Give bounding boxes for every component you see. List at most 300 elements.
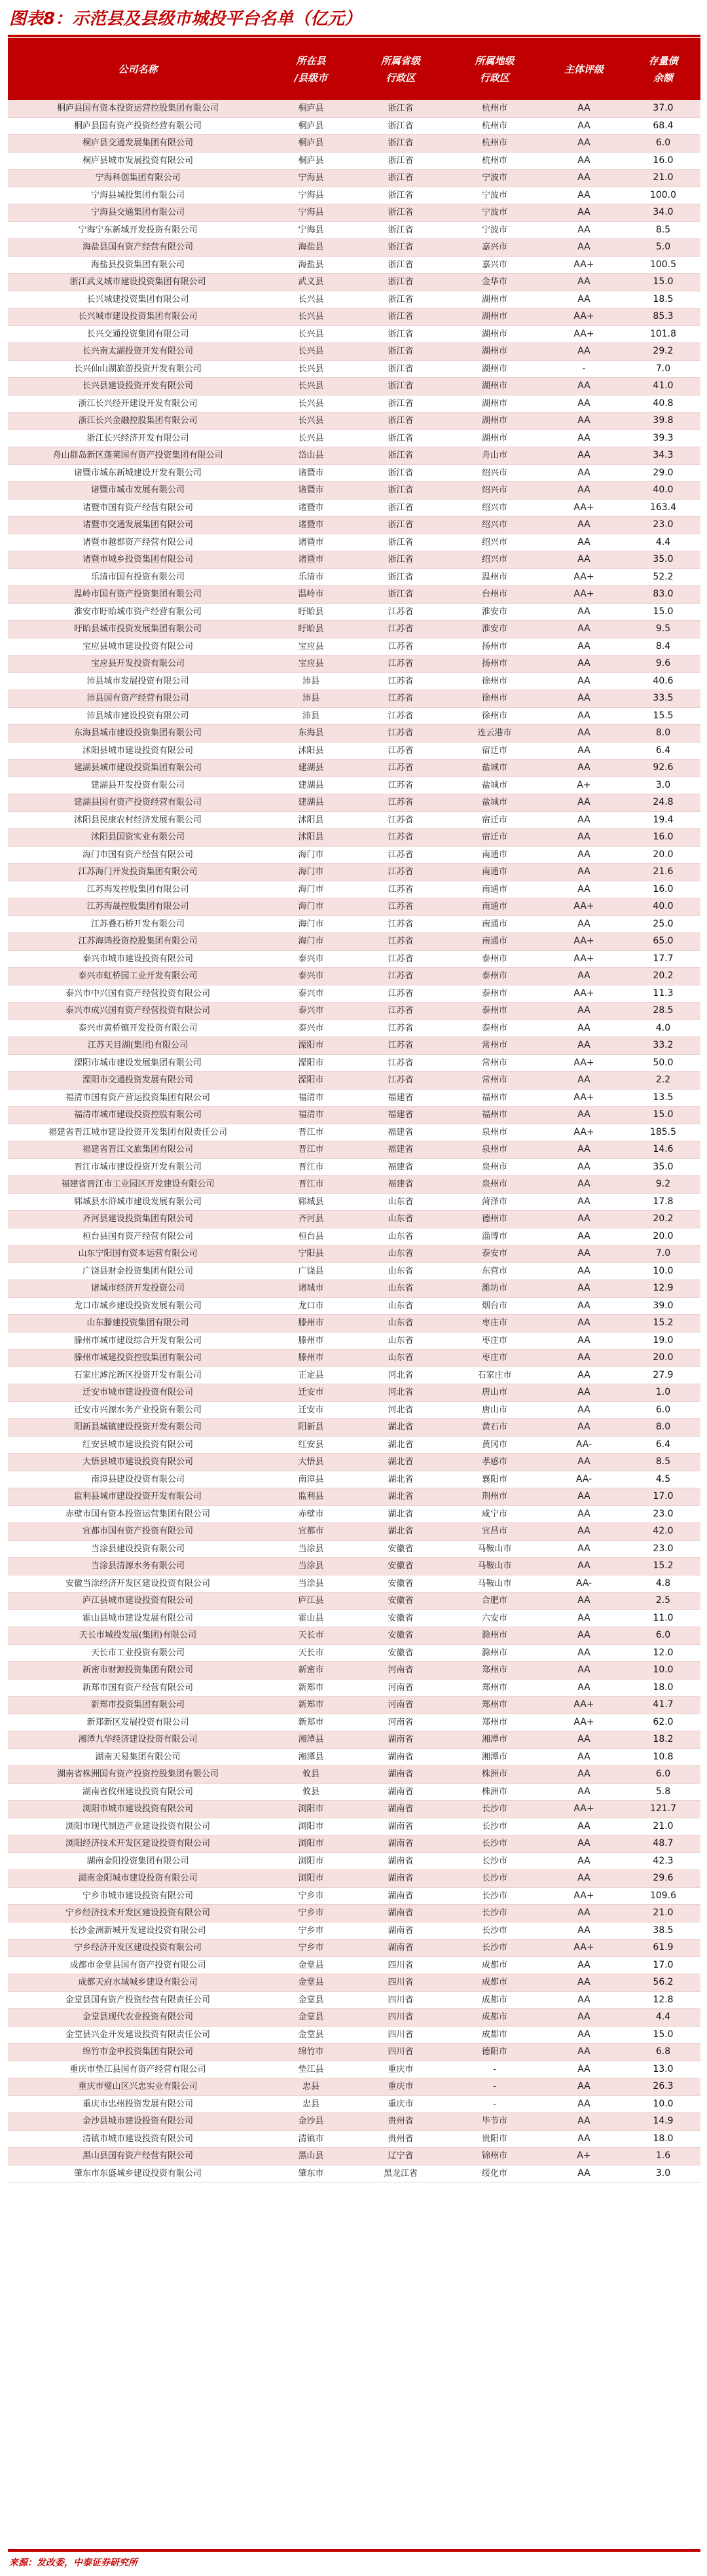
cell-prefecture: 长沙市 xyxy=(447,1835,542,1853)
cell-prefecture: 杭州市 xyxy=(447,135,542,153)
table-row xyxy=(8,482,700,500)
cell-company: 成都市金堂县国有资产投资有限公司 xyxy=(8,1957,268,1974)
cell-county: 黑山县 xyxy=(268,2148,354,2165)
cell-county: 沛县 xyxy=(268,690,354,708)
cell-company: 乐清市国有投资有限公司 xyxy=(8,568,268,586)
table-row xyxy=(8,968,700,985)
table-row xyxy=(8,1748,700,1766)
cell-company: 沛县国有资产经营有限公司 xyxy=(8,690,268,708)
cell-company: 诸暨市交通发展集团有限公司 xyxy=(8,517,268,534)
cell-province: 浙江省 xyxy=(354,325,447,343)
table-row xyxy=(8,187,700,204)
cell-prefecture: 荆州市 xyxy=(447,1488,542,1506)
cell-rating: AA xyxy=(542,413,626,430)
cell-county: 诸暨市 xyxy=(268,551,354,569)
cell-rating: AA xyxy=(542,2113,626,2131)
cell-company: 浙江长兴经济开发有限公司 xyxy=(8,430,268,447)
cell-province: 江苏省 xyxy=(354,707,447,725)
cell-company: 诸暨市城东新城建设开发有限公司 xyxy=(8,464,268,482)
cell-county: 新郑市 xyxy=(268,1714,354,1731)
table-row xyxy=(8,1887,700,1905)
cell-prefecture: 南通市 xyxy=(447,846,542,864)
cell-rating: AA xyxy=(542,1107,626,1124)
cell-county: 海盐县 xyxy=(268,239,354,257)
cell-prefecture: 绍兴市 xyxy=(447,499,542,517)
cell-rating: AA xyxy=(542,1505,626,1523)
cell-amt: 33.5 xyxy=(626,690,700,708)
cell-prefecture: 黄石市 xyxy=(447,1419,542,1437)
table-row xyxy=(8,794,700,812)
cell-rating: AA+ xyxy=(542,1887,626,1905)
cell-province: 湖南省 xyxy=(354,1835,447,1853)
cell-province: 江苏省 xyxy=(354,881,447,898)
cell-county: 大悟县 xyxy=(268,1454,354,1471)
table-row xyxy=(8,499,700,517)
cell-company: 新郑市投资集团有限公司 xyxy=(8,1697,268,1714)
cell-rating: AA xyxy=(542,725,626,743)
cell-prefecture: 马鞍山市 xyxy=(447,1558,542,1575)
cell-rating: AA xyxy=(542,239,626,257)
cell-amt: 4.5 xyxy=(626,1471,700,1488)
cell-county: 迁安市 xyxy=(268,1401,354,1419)
cell-prefecture: 东营市 xyxy=(447,1262,542,1280)
cell-amt: 100.0 xyxy=(626,187,700,204)
cell-prefecture: 扬州市 xyxy=(447,638,542,655)
cell-county: 泰兴市 xyxy=(268,950,354,968)
cell-county: 浏阳市 xyxy=(268,1835,354,1853)
table-row xyxy=(8,135,700,153)
cell-prefecture: - xyxy=(447,2095,542,2113)
header-rating: 主体评级 xyxy=(564,63,604,75)
cell-county: 宁海县 xyxy=(268,187,354,204)
cell-province: 福建省 xyxy=(354,1158,447,1176)
cell-prefecture: 马鞍山市 xyxy=(447,1575,542,1592)
cell-company: 湖南金阳投资集团有限公司 xyxy=(8,1852,268,1870)
cell-prefecture: 滁州市 xyxy=(447,1644,542,1662)
cell-prefecture: 宿迁市 xyxy=(447,811,542,829)
cell-amt: 10.0 xyxy=(626,1262,700,1280)
cell-county: 沭阳县 xyxy=(268,811,354,829)
cell-company: 龙口市城乡建设投资发展有限公司 xyxy=(8,1297,268,1315)
table-row xyxy=(8,621,700,638)
cell-company: 金堂县兴金开发建设投资有限责任公司 xyxy=(8,2026,268,2044)
table-row xyxy=(8,725,700,743)
cell-prefecture: 徐州市 xyxy=(447,672,542,690)
cell-amt: 48.7 xyxy=(626,1835,700,1853)
cell-county: 福清市 xyxy=(268,1089,354,1107)
cell-rating: AA+ xyxy=(542,950,626,968)
cell-amt: 15.2 xyxy=(626,1558,700,1575)
cell-province: 江苏省 xyxy=(354,915,447,933)
cell-province: 湖南省 xyxy=(354,1870,447,1888)
cell-amt: 2.5 xyxy=(626,1592,700,1610)
cell-county: 泰兴市 xyxy=(268,1003,354,1020)
cell-amt: 23.0 xyxy=(626,1540,700,1558)
cell-prefecture: - xyxy=(447,2061,542,2078)
cell-province: 湖南省 xyxy=(354,1801,447,1818)
cell-province: 河南省 xyxy=(354,1714,447,1731)
table-row xyxy=(8,1835,700,1853)
cell-company: 桐庐县交通发展集团有限公司 xyxy=(8,135,268,153)
cell-company: 浏阳市现代制造产业建设投资有限公司 xyxy=(8,1818,268,1835)
cell-amt: 39.8 xyxy=(626,413,700,430)
cell-amt: 14.6 xyxy=(626,1141,700,1159)
cell-county: 正定县 xyxy=(268,1367,354,1384)
cell-prefecture: 宿迁市 xyxy=(447,829,542,847)
cell-county: 宜都市 xyxy=(268,1523,354,1541)
cell-province: 浙江省 xyxy=(354,135,447,153)
cell-prefecture: 嘉兴市 xyxy=(447,256,542,274)
table-row xyxy=(8,638,700,655)
cell-province: 江苏省 xyxy=(354,638,447,655)
table-row xyxy=(8,2009,700,2027)
cell-amt: 3.0 xyxy=(626,2165,700,2182)
cell-amt: 101.8 xyxy=(626,325,700,343)
cell-county: 攸县 xyxy=(268,1783,354,1801)
cell-prefecture: 六安市 xyxy=(447,1610,542,1627)
cell-province: 浙江省 xyxy=(354,152,447,170)
cell-rating: AA xyxy=(542,1176,626,1194)
cell-amt: 62.0 xyxy=(626,1714,700,1731)
table-row xyxy=(8,915,700,933)
table-row xyxy=(8,221,700,239)
cell-rating: AA+ xyxy=(542,499,626,517)
cell-province: 江苏省 xyxy=(354,690,447,708)
cell-province: 山东省 xyxy=(354,1193,447,1211)
cell-company: 郓城县水浒城市建设发展有限公司 xyxy=(8,1193,268,1211)
cell-county: 湘潭县 xyxy=(268,1731,354,1749)
cell-rating: AA xyxy=(542,707,626,725)
table-row xyxy=(8,1505,700,1523)
table-row xyxy=(8,1558,700,1575)
cell-company: 诸暨市城市发展有限公司 xyxy=(8,482,268,500)
cell-county: 桐庐县 xyxy=(268,117,354,135)
cell-amt: 27.9 xyxy=(626,1367,700,1384)
cell-company: 诸暨市国有资产经营有限公司 xyxy=(8,499,268,517)
cell-prefecture: 马鞍山市 xyxy=(447,1540,542,1558)
cell-prefecture: 南通市 xyxy=(447,864,542,881)
table-row xyxy=(8,950,700,968)
table-row xyxy=(8,1644,700,1662)
table-row xyxy=(8,1731,700,1749)
cell-county: 溧阳市 xyxy=(268,1072,354,1090)
cell-province: 安徽省 xyxy=(354,1540,447,1558)
cell-province: 福建省 xyxy=(354,1107,447,1124)
table-row xyxy=(8,586,700,604)
cell-county: 桓台县 xyxy=(268,1228,354,1245)
table-row xyxy=(8,534,700,551)
cell-province: 浙江省 xyxy=(354,239,447,257)
cell-province: 福建省 xyxy=(354,1124,447,1141)
cell-province: 山东省 xyxy=(354,1315,447,1333)
cell-prefecture: 杭州市 xyxy=(447,100,542,117)
cell-amt: 11.3 xyxy=(626,985,700,1003)
table-row xyxy=(8,1905,700,1923)
cell-county: 浏阳市 xyxy=(268,1818,354,1835)
cell-rating: AA xyxy=(542,2026,626,2044)
cell-company: 山东宁阳国有资本运营有限公司 xyxy=(8,1245,268,1263)
cell-rating: AA xyxy=(542,1384,626,1402)
cell-county: 长兴县 xyxy=(268,360,354,378)
cell-company: 阳新县城镇建设投资开发有限公司 xyxy=(8,1419,268,1437)
cell-amt: 29.2 xyxy=(626,343,700,361)
table-row xyxy=(8,1245,700,1263)
cell-rating: AA xyxy=(542,2130,626,2148)
cell-province: 湖北省 xyxy=(354,1488,447,1506)
cell-prefecture: 嘉兴市 xyxy=(447,239,542,257)
cell-prefecture: 郑州市 xyxy=(447,1679,542,1697)
cell-rating: AA+ xyxy=(542,325,626,343)
cell-county: 宝应县 xyxy=(268,655,354,673)
cell-rating: AA xyxy=(542,638,626,655)
cell-province: 河北省 xyxy=(354,1401,447,1419)
cell-county: 宝应县 xyxy=(268,638,354,655)
cell-county: 滕州市 xyxy=(268,1315,354,1333)
cell-prefecture: 绍兴市 xyxy=(447,464,542,482)
cell-county: 海门市 xyxy=(268,915,354,933)
table-row xyxy=(8,517,700,534)
cell-county: 宁海县 xyxy=(268,221,354,239)
table-row xyxy=(8,1054,700,1072)
cell-rating: A+ xyxy=(542,2148,626,2165)
cell-amt: 6.8 xyxy=(626,2044,700,2061)
cell-rating: AA xyxy=(542,1401,626,1419)
cell-county: 浏阳市 xyxy=(268,1801,354,1818)
cell-rating: AA xyxy=(542,1262,626,1280)
table-row xyxy=(8,343,700,361)
cell-company: 长兴交通投资集团有限公司 xyxy=(8,325,268,343)
table-row xyxy=(8,1262,700,1280)
cell-amt: 23.0 xyxy=(626,517,700,534)
cell-company: 江苏天目湖(集团)有限公司 xyxy=(8,1037,268,1055)
cell-rating: AA xyxy=(542,1835,626,1853)
cell-company: 当涂县建设投资有限公司 xyxy=(8,1540,268,1558)
cell-prefecture: 绍兴市 xyxy=(447,517,542,534)
cell-rating: AA xyxy=(542,378,626,396)
cell-rating: AA xyxy=(542,395,626,413)
cell-county: 浏阳市 xyxy=(268,1852,354,1870)
cell-rating: AA xyxy=(542,2061,626,2078)
cell-company: 山东滕建投资集团有限公司 xyxy=(8,1315,268,1333)
cell-company: 绵竹市金申投资集团有限公司 xyxy=(8,2044,268,2061)
cell-prefecture: 菏泽市 xyxy=(447,1193,542,1211)
cell-county: 福清市 xyxy=(268,1107,354,1124)
cell-county: 岱山县 xyxy=(268,447,354,465)
cell-county: 诸暨市 xyxy=(268,534,354,551)
cell-province: 江苏省 xyxy=(354,985,447,1003)
cell-rating: AA xyxy=(542,447,626,465)
cell-county: 宁乡市 xyxy=(268,1905,354,1923)
cell-county: 建湖县 xyxy=(268,777,354,794)
cell-prefecture: 锦州市 xyxy=(447,2148,542,2165)
cell-rating: AA xyxy=(542,1367,626,1384)
cell-rating: AA+ xyxy=(542,1940,626,1957)
cell-amt: 10.0 xyxy=(626,2095,700,2113)
cell-county: 沭阳县 xyxy=(268,742,354,760)
cell-company: 滕州市城建投资控股集团有限公司 xyxy=(8,1350,268,1367)
table-row xyxy=(8,760,700,777)
cell-county: 东海县 xyxy=(268,725,354,743)
cell-province: 安徽省 xyxy=(354,1558,447,1575)
cell-amt: 40.8 xyxy=(626,395,700,413)
table-row xyxy=(8,2095,700,2113)
cell-amt: 11.0 xyxy=(626,1610,700,1627)
cell-province: 浙江省 xyxy=(354,204,447,222)
cell-company: 长沙金洲新城开发建设投资有限公司 xyxy=(8,1922,268,1940)
cell-prefecture: 杭州市 xyxy=(447,117,542,135)
table-row xyxy=(8,1974,700,1992)
cell-province: 浙江省 xyxy=(354,447,447,465)
cell-company: 石家庄滹沱新区投资开发有限公司 xyxy=(8,1367,268,1384)
cell-prefecture: 烟台市 xyxy=(447,1297,542,1315)
cell-rating: AA xyxy=(542,1852,626,1870)
cell-rating: AA xyxy=(542,1627,626,1645)
cell-company: 宁海县交通集团有限公司 xyxy=(8,204,268,222)
cell-company: 新郑市国有资产经营有限公司 xyxy=(8,1679,268,1697)
cell-rating: AA xyxy=(542,534,626,551)
cell-company: 天长市工业投资有限公司 xyxy=(8,1644,268,1662)
cell-company: 黑山县国有资产经营有限公司 xyxy=(8,2148,268,2165)
cell-amt: 4.4 xyxy=(626,2009,700,2027)
cell-rating: AA xyxy=(542,430,626,447)
cell-prefecture: 常州市 xyxy=(447,1037,542,1055)
cell-rating: AA xyxy=(542,1905,626,1923)
cell-company: 南漳县建设投资有限公司 xyxy=(8,1471,268,1488)
cell-province: 安徽省 xyxy=(354,1575,447,1592)
cell-company: 浙江长兴经开建设开发有限公司 xyxy=(8,395,268,413)
table-row xyxy=(8,707,700,725)
cell-province: 浙江省 xyxy=(354,586,447,604)
cell-amt: 39.3 xyxy=(626,430,700,447)
cell-province: 江苏省 xyxy=(354,1037,447,1055)
cell-rating: AA xyxy=(542,2044,626,2061)
cell-county: 忠县 xyxy=(268,2095,354,2113)
cell-amt: 29.6 xyxy=(626,1870,700,1888)
cell-company: 建湖县开发投资有限公司 xyxy=(8,777,268,794)
cell-company: 晋江市城市建设投资开发有限公司 xyxy=(8,1158,268,1176)
cell-county: 齐河县 xyxy=(268,1211,354,1228)
cell-rating: AA xyxy=(542,551,626,569)
cell-amt: 8.0 xyxy=(626,1419,700,1437)
cell-prefecture: 泰州市 xyxy=(447,968,542,985)
table-row xyxy=(8,1037,700,1055)
cell-county: 浏阳市 xyxy=(268,1870,354,1888)
table-row xyxy=(8,1003,700,1020)
cell-rating: AA xyxy=(542,1974,626,1992)
cell-rating: AA+ xyxy=(542,568,626,586)
cell-company: 长兴城建投资集团有限公司 xyxy=(8,291,268,308)
cell-county: 建湖县 xyxy=(268,794,354,812)
cell-amt: 85.3 xyxy=(626,308,700,326)
cell-province: 山东省 xyxy=(354,1332,447,1350)
cell-county: 广饶县 xyxy=(268,1262,354,1280)
table-row xyxy=(8,1714,700,1731)
cell-company: 诸暨市越都资产经营有限公司 xyxy=(8,534,268,551)
cell-prefecture: 南通市 xyxy=(447,898,542,916)
cell-prefecture: 湖州市 xyxy=(447,395,542,413)
cell-province: 江苏省 xyxy=(354,760,447,777)
cell-province: 浙江省 xyxy=(354,360,447,378)
cell-company: 建湖县国有资产投资经营有限公司 xyxy=(8,794,268,812)
cell-company: 舟山群岛新区蓬莱国有资产投资集团有限公司 xyxy=(8,447,268,465)
cell-company: 宁海科创集团有限公司 xyxy=(8,170,268,187)
table-row xyxy=(8,1280,700,1298)
cell-rating: AA xyxy=(542,1245,626,1263)
cell-amt: 6.0 xyxy=(626,1766,700,1784)
cell-amt: 5.0 xyxy=(626,239,700,257)
cell-rating: AA xyxy=(542,117,626,135)
cell-prefecture: 湘潭市 xyxy=(447,1731,542,1749)
cell-company: 宁乡经济开发区建设投资有限公司 xyxy=(8,1940,268,1957)
cell-prefecture: 郑州市 xyxy=(447,1697,542,1714)
cell-county: 新密市 xyxy=(268,1662,354,1680)
cell-company: 宝应县城市建设投资有限公司 xyxy=(8,638,268,655)
cell-prefecture: 湖州市 xyxy=(447,325,542,343)
cell-amt: 34.3 xyxy=(626,447,700,465)
cell-prefecture: 淄博市 xyxy=(447,1228,542,1245)
cell-rating: AA xyxy=(542,187,626,204)
cell-company: 泰兴市成兴国有资产经营投资有限公司 xyxy=(8,1003,268,1020)
cell-county: 天长市 xyxy=(268,1627,354,1645)
table-body xyxy=(8,100,700,2182)
cell-prefecture: 郑州市 xyxy=(447,1662,542,1680)
cell-province: 湖北省 xyxy=(354,1505,447,1523)
cell-prefecture: 泉州市 xyxy=(447,1141,542,1159)
cell-province: 福建省 xyxy=(354,1176,447,1194)
cell-prefecture: 南通市 xyxy=(447,933,542,951)
table-row xyxy=(8,846,700,864)
cell-province: 四川省 xyxy=(354,2026,447,2044)
cell-rating: AA+ xyxy=(542,933,626,951)
cell-amt: 65.0 xyxy=(626,933,700,951)
table-row xyxy=(8,308,700,326)
table-row xyxy=(8,2165,700,2182)
cell-province: 山东省 xyxy=(354,1228,447,1245)
table-row xyxy=(8,1523,700,1541)
cell-province: 江苏省 xyxy=(354,1020,447,1037)
table-row xyxy=(8,1592,700,1610)
cell-amt: 52.2 xyxy=(626,568,700,586)
table-row xyxy=(8,413,700,430)
cell-company: 大悟县城市建设投资有限公司 xyxy=(8,1454,268,1471)
table-row xyxy=(8,2026,700,2044)
cell-province: 浙江省 xyxy=(354,291,447,308)
cell-county: 晋江市 xyxy=(268,1124,354,1141)
cell-company: 红安县城市建设投资有限公司 xyxy=(8,1436,268,1454)
cell-province: 江苏省 xyxy=(354,672,447,690)
cell-company: 新密市财源投资集团有限公司 xyxy=(8,1662,268,1680)
table-row xyxy=(8,1315,700,1333)
table-row xyxy=(8,2044,700,2061)
cell-company: 金沙县城市建设投资有限公司 xyxy=(8,2113,268,2131)
cell-county: 赤壁市 xyxy=(268,1505,354,1523)
cell-company: 沛县城市建设投资有限公司 xyxy=(8,707,268,725)
cell-amt: 28.5 xyxy=(626,1003,700,1020)
table-row xyxy=(8,1158,700,1176)
cell-prefecture: 盐城市 xyxy=(447,794,542,812)
cell-rating: AA xyxy=(542,1419,626,1437)
cell-amt: 2.2 xyxy=(626,1072,700,1090)
cell-company: 泰兴市城市建设投资有限公司 xyxy=(8,950,268,968)
cell-prefecture: 淮安市 xyxy=(447,621,542,638)
cell-county: 宁乡市 xyxy=(268,1922,354,1940)
header-province: 所属省级 行政区 xyxy=(380,54,420,84)
cell-province: 江苏省 xyxy=(354,968,447,985)
cell-prefecture: 咸宁市 xyxy=(447,1505,542,1523)
table-row xyxy=(8,1297,700,1315)
cell-province: 湖北省 xyxy=(354,1419,447,1437)
cell-amt: 16.0 xyxy=(626,881,700,898)
